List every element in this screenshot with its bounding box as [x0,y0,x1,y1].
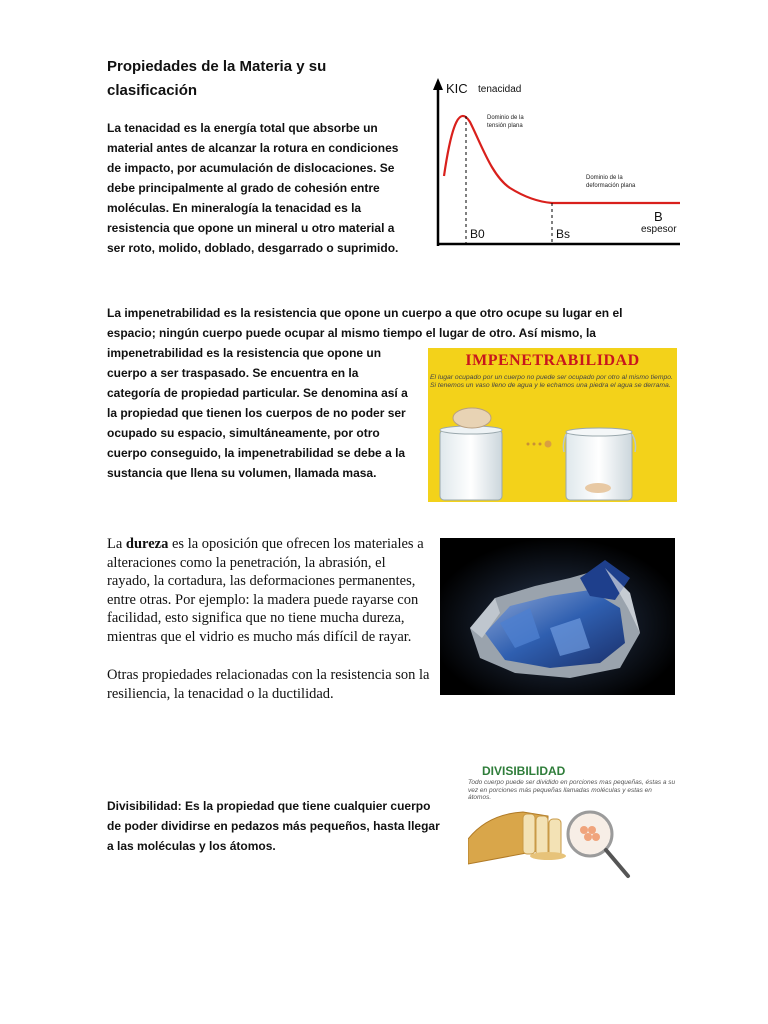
dureza-paragraph [107,535,432,703]
impenetrabilidad-image [428,348,677,502]
impenetrabilidad-paragraph [107,343,412,483]
tenacidad-text: La tenacidad es la energía total que absorbe un material antes de alcanzar la rotura en condiciones de impacto, por acumulación de dislocaciones. Se debe principalmente al grado de cohesión entre moléculas. En mineralogía la tenacidad es la resistencia que opone un mineral u otro material a ser roto, molido, doblado, desgarrado o suprimido. [107,121,399,255]
label-peak-1: Dominio de la [487,115,524,121]
page-title: Propiedades de la Materia y su clasificación [107,58,327,99]
stone-in-glass [585,483,611,493]
arrow-icon [545,441,552,448]
dureza-bold: dureza [125,536,169,552]
glasses-illustration [428,348,677,502]
y-axis-title: tenacidad [478,84,522,95]
divisibilidad-image-caption: Todo cuerpo puede ser dividido en porciones mas pequeñas, éstas a su vez en porciones más pequeñas llamadas moléculas y estas en átomos. [468,779,676,801]
divisibilidad-image [468,764,676,880]
glass-left [440,430,502,500]
y-axis-arrow-icon [433,78,443,90]
stone-icon [453,408,491,428]
impenetrabilidad-image-heading: IMPENETRABILIDAD [465,352,640,369]
tenacidad-paragraph [107,118,407,258]
dureza-text: La dureza es la oposición que ofrecen los materiales a alteraciones como la penetración, la abrasión, el rayado, la cortadura, las deformaciones permanentes, entre otras. Por ejemplo: la madera puede rayarse con facilidad, esto significa que no tiene mucha dureza, mientras que el vidrio es mucho más difícil de rayar. [107,536,424,645]
divisibilidad-label: Divisibilidad: [107,799,182,813]
x-axis-letter: B [654,209,663,224]
divisibilidad-text: Es la propiedad que tiene cualquier cuerpo de poder dividirse en pedazos más pequeños, hasta llegar a las moléculas y los átomos. [107,799,440,853]
label-plateau-1: Dominio de la [586,175,623,181]
divisibilidad-image-heading: DIVISIBILIDAD [482,764,566,778]
label-peak-2: tensión plana [487,123,523,129]
impenetrabilidad-image-caption: El lugar ocupado por un cuerpo no puede ser ocupado por otro al mismo tiempo. Si tenemos un vaso lleno de agua y le echamos una piedra el agua se derrama. [430,374,673,389]
x-tick-bs: Bs [556,227,571,241]
impenetrabilidad-line1: La impenetrabilidad es la resistencia que opone un cuerpo a que otro ocupe su lugar en el [107,306,623,320]
mineral-photo [440,538,675,695]
divisibilidad-paragraph [107,796,447,856]
x-tick-b0: B0 [470,227,485,241]
bread-illustration [468,764,676,880]
tenacidad-curve [444,116,680,203]
impenetrabilidad-line2: espacio; ningún cuerpo puede ocupar al mismo tiempo el lugar de otro. Así mismo, la [107,326,596,340]
dureza-text-2: Otras propiedades relacionadas con la resistencia son la resiliencia, la tenacidad o la ductilidad. [107,667,430,702]
x-axis-title: espesor [641,224,677,235]
tenacidad-chart [430,76,685,252]
label-plateau-2: deformación plana [586,183,636,189]
impenetrabilidad-text: impenetrabilidad es la resistencia que opone un cuerpo a ser traspasado. Se encuentra en la categoría de propiedad particular. Se denomina así a la propiedad que tienen los cuerpos de no poder ser ocupado su espacio, simultáneamente, por otro cuerpo conseguido, la impenetrabilidad se debe a la sustancia que llena su volumen, llamada masa. [107,346,408,480]
y-axis-symbol: KIC [446,81,468,96]
